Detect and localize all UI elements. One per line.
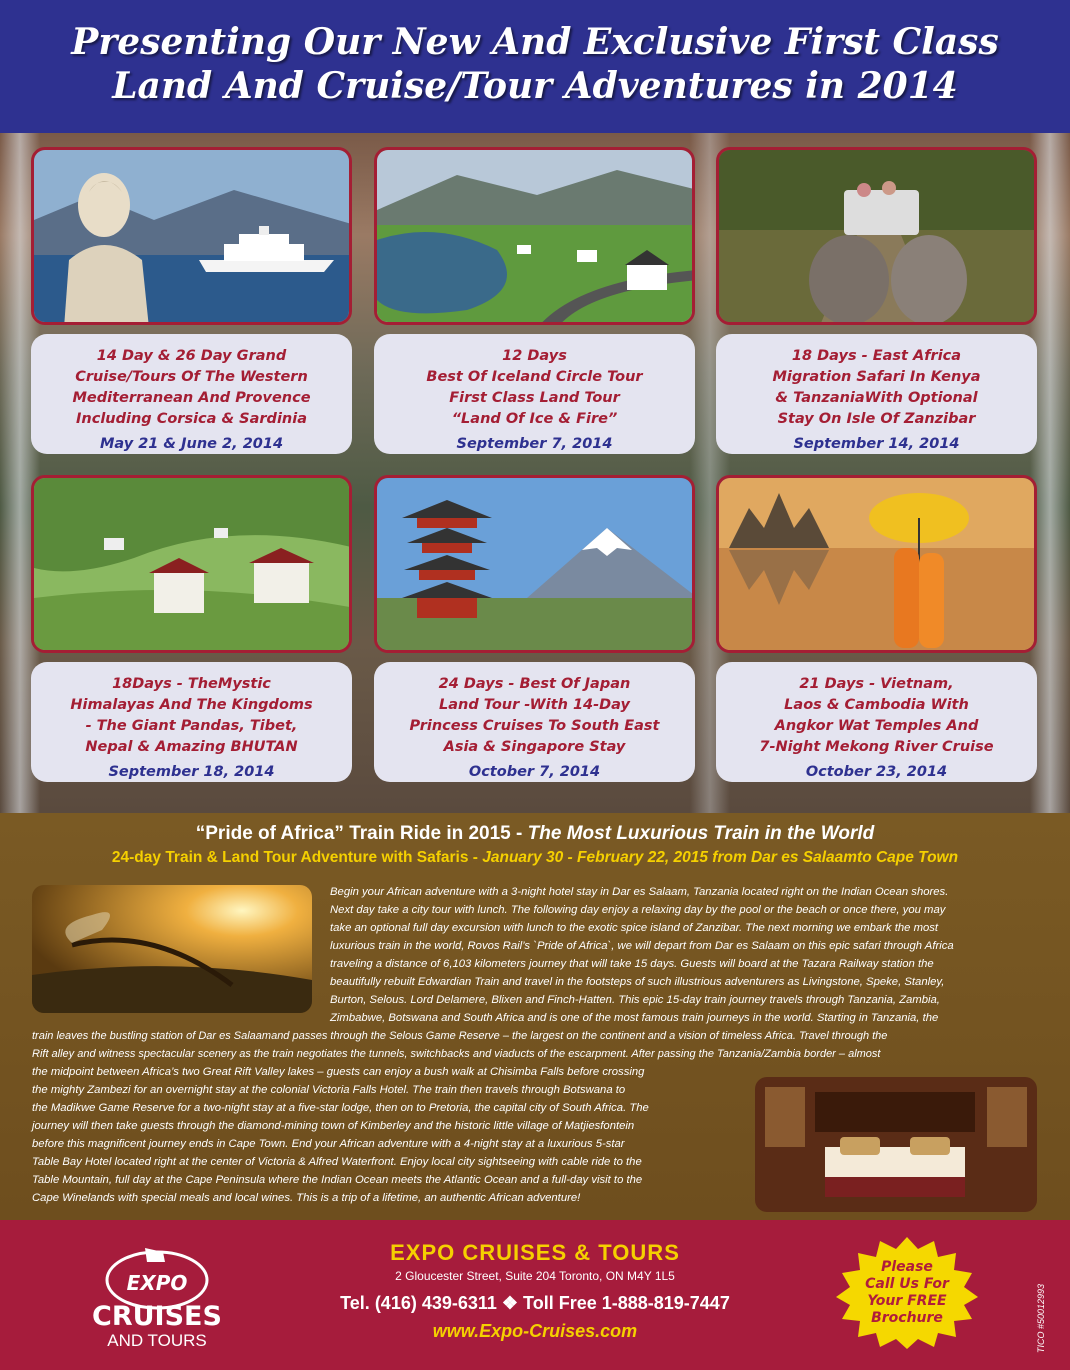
africa-story-line: Next day take a city tour with lunch. The following day enjoy a relaxing day by the pool or the beach or once there, you may [330, 904, 946, 916]
header-line-2: Land And Cruise/Tour Adventures in 2014 [112, 65, 958, 107]
train-suite-photo [755, 1077, 1037, 1212]
tour-date: October 23, 2014 [805, 764, 948, 780]
tour-title: 14 Day & 26 Day Grand Cruise/Tours Of The Western Mediterranean And Provence Including Corsica & Sardinia [72, 348, 311, 427]
safari-photo [716, 147, 1037, 325]
africa-story-line: Burton, Selous. Lord Delamere, Blixen and Finch-Hatten. This epic 15-day train journey travels through Tanzania, Zambia, [330, 994, 940, 1006]
africa-title-main: “Pride of Africa” Train Ride in 2015 - [195, 823, 528, 844]
iceland-photo [374, 147, 695, 325]
africa-story-line: the mighty Zambezi for an overnight stay at the colonial Victoria Falls Hotel. The train then travels through Botswana to [32, 1084, 626, 1096]
train-sunset-photo [32, 885, 312, 1013]
africa-story-line: the midpoint between Africa’s two Great Rift Valley lakes – guests can enjoy a bush walk at Chisimba Falls before crossing [32, 1066, 645, 1078]
logo-expo-text: EXPO [126, 1271, 188, 1295]
brochure-burst-badge[interactable] [832, 1235, 982, 1350]
burst-line: Brochure [871, 1310, 943, 1326]
angkor-photo [716, 475, 1037, 653]
tour-date: September 14, 2014 [793, 436, 960, 452]
africa-subtitle [0, 849, 1070, 867]
tour-title: 18Days - TheMystic Himalayas And The Kingdoms - The Giant Pandas, Tibet, Nepal & Amazing BHUTAN [70, 676, 313, 755]
tico-text: TICO #50012993 [1036, 1283, 1046, 1353]
mediterranean-photo [31, 147, 352, 325]
company-address: 2 Gloucester Street, Suite 204 Toronto, ON M4Y 1L5 [395, 1269, 675, 1283]
africa-story-line: Table Mountain, full day at the Cape Peninsula where the Indian Ocean meets the Atlantic Ocean and a full-day visit to the [32, 1174, 643, 1186]
burst-line: Please [881, 1259, 933, 1275]
tour-date: October 7, 2014 [468, 764, 601, 780]
africa-story-line: journey will then take guests through the diamond-mining town of Kimberley and the historic little village of Matjiesfontein [32, 1120, 635, 1132]
burst-line: Your FREE [867, 1293, 947, 1309]
africa-story-line: Zimbabwe, Botswana and South Africa and is one of the most famous train journeys in the world. Starting in Tanzania, the [330, 1012, 939, 1024]
page-header [0, 0, 1070, 133]
africa-story-line: Table Bay Hotel located right at the center of Victoria & Alfred Waterfront. Enjoy local city sightseeing with cable ride to the [32, 1156, 642, 1168]
africa-subtitle-main: 24-day Train & Land Tour Adventure with Safaris - [111, 849, 483, 866]
africa-story-line: luxurious train in the world, Rovos Rail’s `Pride of Africa`, we will depart from Dar es Salaam on this epic safari through Africa [330, 940, 954, 952]
tour-title: 24 Days - Best Of Japan Land Tour -With 14-Day Princess Cruises To South East Asia & Singapore Stay [409, 676, 660, 755]
pride-of-africa-section [0, 813, 1070, 1220]
africa-title [0, 823, 1070, 845]
tour-title: 21 Days - Vietnam, Laos & Cambodia With Angkor Wat Temples And 7-Night Mekong River Cruise [759, 676, 994, 755]
tour-card-iceland[interactable] [374, 334, 695, 454]
tour-date: September 18, 2014 [108, 764, 275, 780]
company-phones[interactable]: Tel. (416) 439-6311 ❖ Toll Free 1-888-819-7447 [340, 1293, 730, 1313]
africa-story-line: beautifully rebuilt Edwardian Train and travel in the footsteps of such illustrious adventurers as Livingstone, Speke, Stanley, [330, 976, 945, 988]
africa-story-line: traveling a distance of 6,103 kilometers journey that will take 15 days. Guests will board at the Tazara Railway station the [330, 958, 934, 970]
page-footer [0, 1220, 1070, 1370]
africa-story-line: Begin your African adventure with a 3-night hotel stay in Dar es Salaam, Tanzania located right on the Indian Ocean shores. [330, 886, 949, 898]
tour-card-japan[interactable] [374, 662, 695, 782]
japan-photo [374, 475, 695, 653]
tour-card-east-africa[interactable] [716, 334, 1037, 454]
africa-subtitle-italic: January 30 - February 22, 2015 from Dar es Salaamto Cape Town [482, 849, 959, 866]
africa-title-italic: The Most Luxurious Train in the World [527, 823, 875, 844]
header-title [0, 20, 1070, 108]
tour-date: May 21 & June 2, 2014 [99, 436, 284, 452]
tour-title: 18 Days - East Africa Migration Safari In Kenya & TanzaniaWith Optional Stay On Isle Of Zanzibar [772, 348, 981, 427]
bhutan-photo [31, 475, 352, 653]
tour-card-mediterranean[interactable] [31, 334, 352, 454]
africa-story-line: before this magnificent journey ends in Cape Town. End your African adventure with a 4-night stay at a luxurious 5-star [32, 1138, 625, 1150]
company-website[interactable]: www.Expo-Cruises.com [432, 1321, 638, 1341]
expo-cruises-logo[interactable] [85, 1240, 230, 1355]
header-line-1: Presenting Our New And Exclusive First Class [71, 21, 999, 63]
logo-tours-text: AND TOURS [107, 1331, 207, 1350]
tour-card-bhutan[interactable] [31, 662, 352, 782]
africa-story-line: Rift alley and witness spectacular scenery as the train negotiates the tunnels, switchbacks and viaducts of the escarpment. After passing the Tanzania/Zambia border – almost [32, 1048, 881, 1060]
tico-registration [1030, 1245, 1050, 1355]
africa-story-line: the Madikwe Game Reserve for a two-night stay at a five-star lodge, then on to Pretoria, the capital city of South Africa. The [32, 1102, 649, 1114]
company-info [300, 1240, 770, 1342]
burst-line: Call Us For [865, 1276, 949, 1292]
tour-date: September 7, 2014 [456, 436, 613, 452]
tour-card-vietnam[interactable] [716, 662, 1037, 782]
africa-story-line: Cape Winelands with special meals and local wines. This is a trip of a lifetime, an authentic African adventure! [32, 1192, 581, 1204]
company-name: EXPO CRUISES & TOURS [390, 1240, 680, 1265]
africa-story-line: train leaves the bustling station of Dar es Salaamand passes through the Selous Game Reserve – the largest on the continent and a vision of timeless Africa. Travel through the [32, 1030, 888, 1042]
africa-story-line: take an optional full day excursion with lunch to the exotic spice island of Zanzibar. The next morning we embark the most [330, 922, 939, 934]
logo-cruises-text: CRUISES [92, 1301, 222, 1332]
tour-title: 12 Days Best Of Iceland Circle Tour First Class Land Tour “Land Of Ice & Fire” [426, 348, 643, 427]
